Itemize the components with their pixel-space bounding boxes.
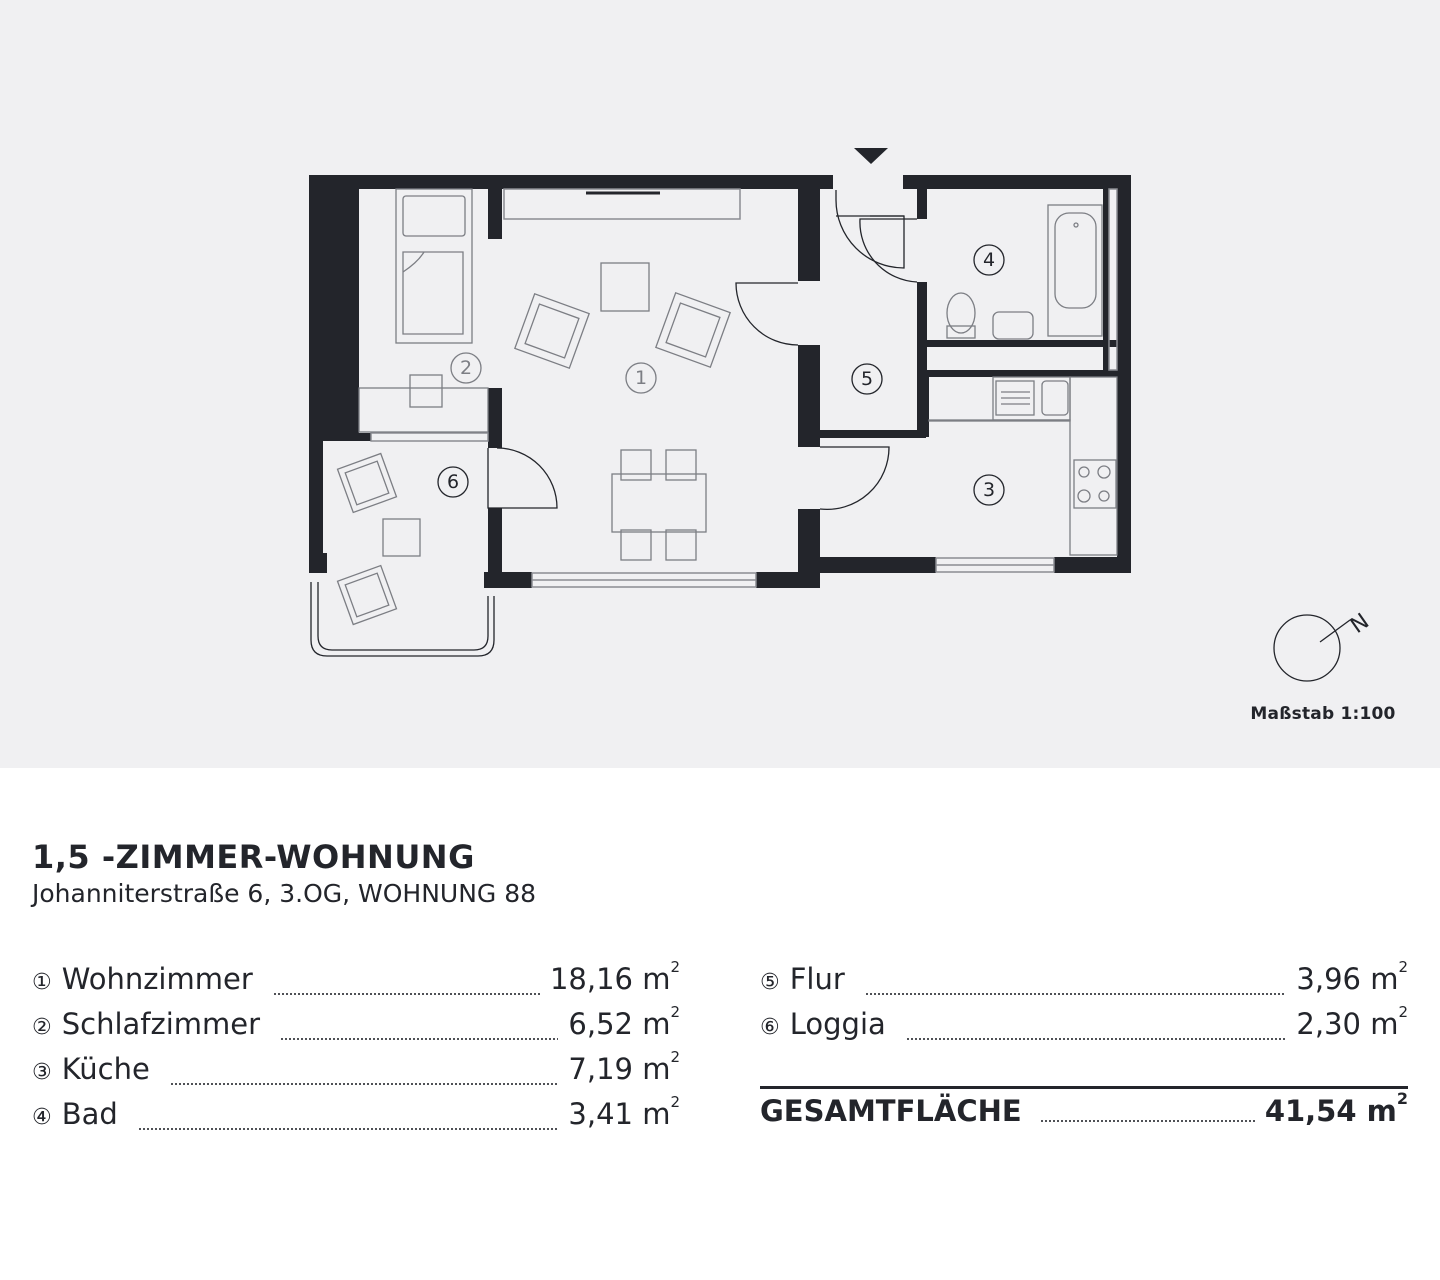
area-list-left (32, 958, 680, 1142)
room-area: 3,96 $m^2$ (1296, 958, 1408, 996)
svg-text:2: 2 (459, 357, 473, 379)
apartment-title: 1,5 -ZIMMER-WOHNUNG (32, 838, 475, 876)
room-marker-6 (438, 467, 468, 497)
room-number-mark: ② (32, 1015, 52, 1040)
room-marker-4 (974, 245, 1004, 275)
room-area: 18,16 $m^2$ (549, 958, 680, 996)
total-divider (760, 1086, 1408, 1089)
svg-text:3: 3 (982, 479, 996, 501)
area-row (32, 1048, 680, 1097)
room-area: 7,19 $m^2$ (568, 1048, 680, 1086)
room-area: 3,41 $m^2$ (568, 1093, 680, 1131)
room-name: Küche (61, 1052, 150, 1086)
room-number-mark: ⑤ (760, 970, 780, 995)
area-list-right (760, 958, 1408, 1052)
room-number-mark: ③ (32, 1060, 52, 1085)
svg-text:6: 6 (446, 471, 460, 493)
room-marker-5 (852, 364, 882, 394)
area-row (760, 1003, 1408, 1052)
svg-text:1: 1 (634, 367, 648, 389)
room-marker-2 (451, 353, 481, 383)
room-marker-3 (974, 475, 1004, 505)
total-area-row (760, 1089, 1408, 1128)
area-row (32, 1093, 680, 1142)
area-row (760, 958, 1408, 1007)
leader-dots (865, 992, 1287, 996)
door-swings (488, 190, 917, 509)
loggia-railing (311, 582, 494, 656)
svg-text:5: 5 (860, 368, 874, 390)
room-name: Bad (61, 1097, 118, 1131)
entrance-arrow-icon (854, 148, 888, 164)
room-number-mark: ⑥ (760, 1015, 780, 1040)
total-value: 41,54 $m^2$ (1264, 1089, 1408, 1128)
total-label: GESAMTFLÄCHE (760, 1094, 1022, 1128)
leader-dots (280, 1037, 558, 1041)
north-compass-icon (1274, 609, 1374, 681)
leader-dots (906, 1037, 1287, 1041)
room-number-mark: ④ (32, 1105, 52, 1130)
north-label: N (1346, 609, 1374, 639)
scale-label: Maßstab 1:100 (1250, 704, 1396, 724)
leader-dots (170, 1082, 559, 1086)
svg-text:4: 4 (982, 249, 996, 271)
apartment-address: Johanniterstraße 6, 3.OG, WOHNUNG 88 (32, 879, 537, 908)
leader-dots (1040, 1119, 1255, 1123)
room-name: Loggia (789, 1007, 886, 1041)
room-name: Wohnzimmer (61, 962, 253, 996)
area-row (32, 958, 680, 1007)
area-row (32, 1003, 680, 1052)
furniture (338, 189, 1117, 624)
room-name: Schlafzimmer (61, 1007, 261, 1041)
room-area: 6,52 $m^2$ (568, 1003, 680, 1041)
room-number-mark: ① (32, 970, 52, 995)
room-marker-1 (626, 363, 656, 393)
leader-dots (138, 1127, 559, 1131)
room-name: Flur (789, 962, 845, 996)
room-area: 2,30 $m^2$ (1296, 1003, 1408, 1041)
leader-dots (273, 992, 540, 996)
